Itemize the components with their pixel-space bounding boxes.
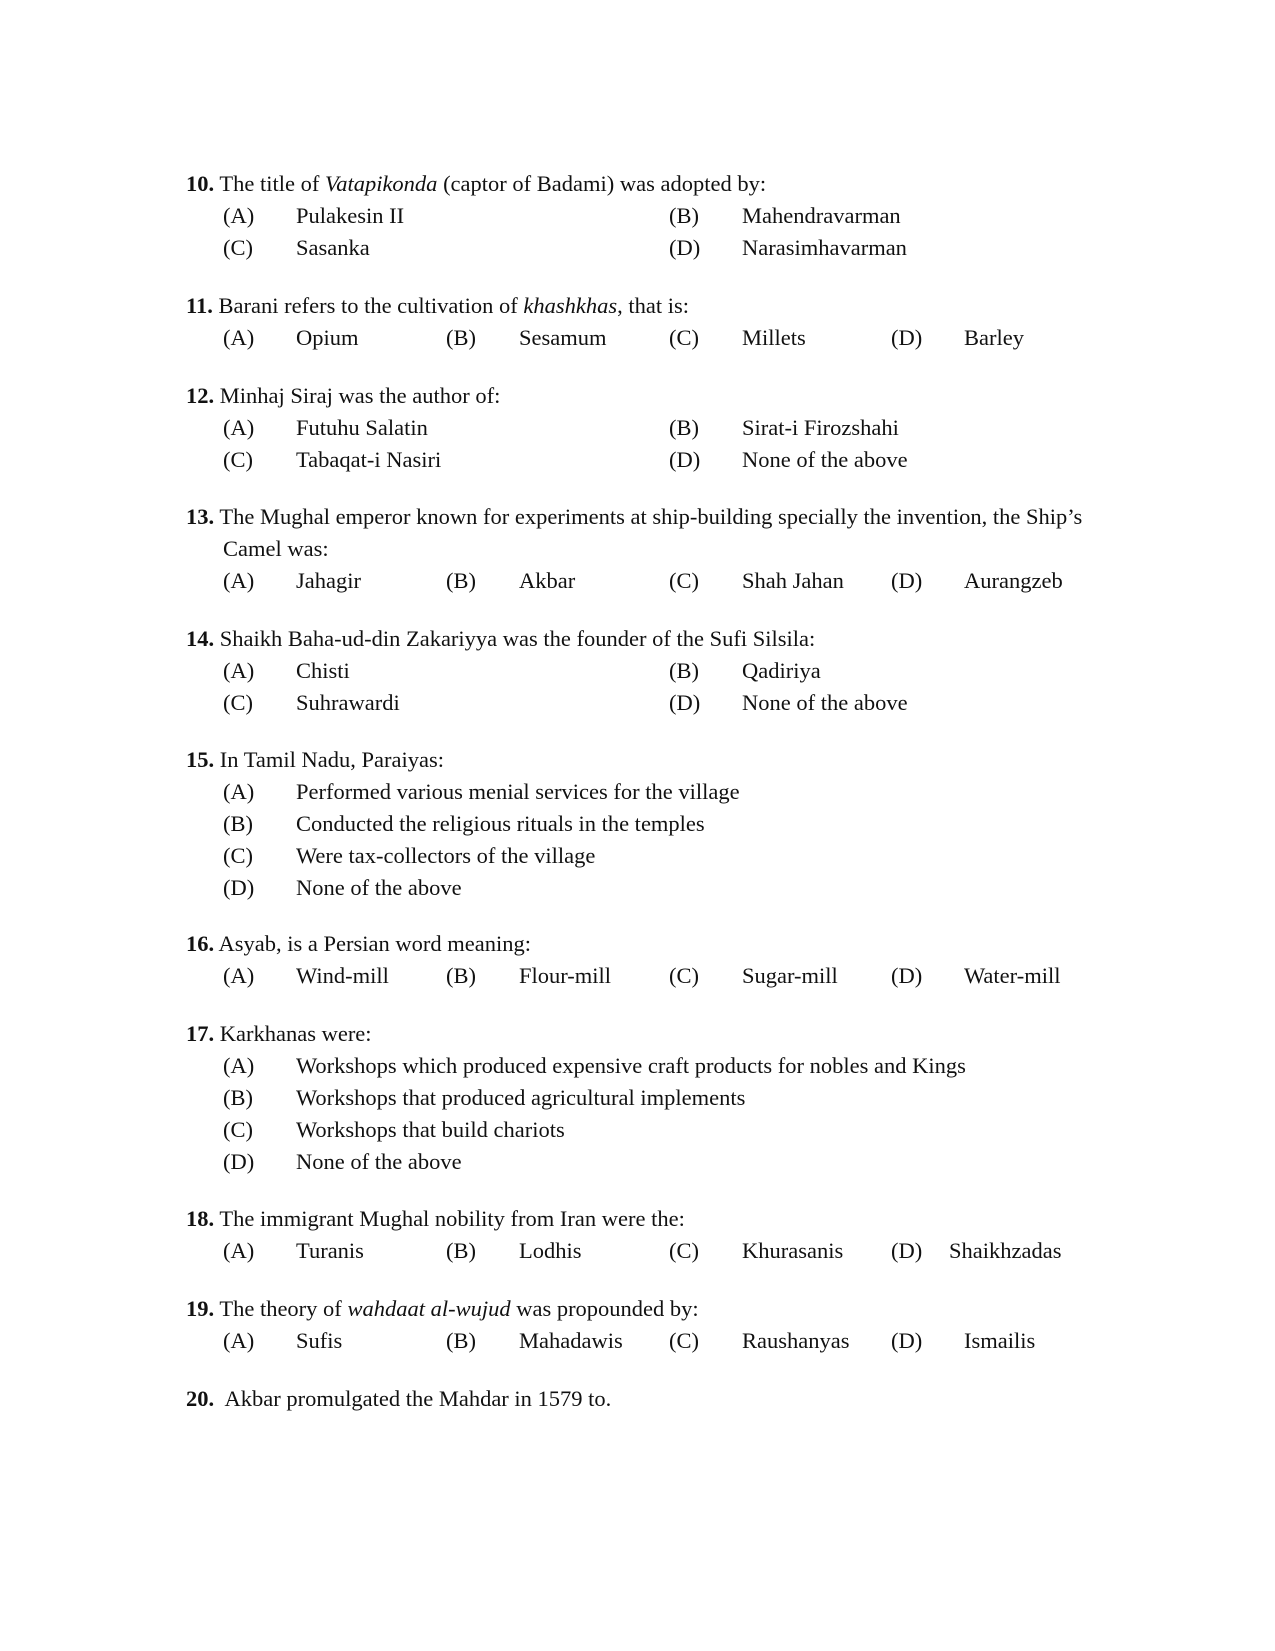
question-20 bbox=[186, 1383, 1126, 1415]
option-text: Sasanka bbox=[296, 235, 370, 260]
option-text: Shah Jahan bbox=[742, 568, 844, 593]
option-label: (D) bbox=[669, 690, 701, 715]
question-number: 19. bbox=[186, 1296, 215, 1321]
option-text: Water-mill bbox=[964, 963, 1061, 988]
option-text: Turanis bbox=[296, 1238, 364, 1263]
option-label: (A) bbox=[223, 1328, 255, 1353]
option-label: (C) bbox=[223, 843, 253, 868]
question-number: 10. bbox=[186, 171, 215, 196]
question-text: 16. Asyab, is a Persian word meaning: bbox=[186, 931, 531, 956]
option-label: (D) bbox=[891, 1238, 923, 1263]
question-text: 19. The theory of wahdaat al-wujud was propounded by: bbox=[186, 1296, 699, 1321]
option-text: Narasimhavarman bbox=[742, 235, 907, 260]
option-text: Workshops that build chariots bbox=[296, 1117, 565, 1142]
option-text: Khurasanis bbox=[742, 1238, 844, 1263]
option-label: (A) bbox=[223, 1053, 255, 1078]
option-label: (D) bbox=[669, 235, 701, 260]
question-number: 16. bbox=[186, 931, 215, 956]
option-text: Sirat-i Firozshahi bbox=[742, 415, 899, 440]
option-label: (A) bbox=[223, 568, 255, 593]
question-15 bbox=[186, 744, 1126, 904]
option-text: Sugar-mill bbox=[742, 963, 838, 988]
option-label: (C) bbox=[669, 1238, 699, 1263]
option-text: Flour-mill bbox=[519, 963, 612, 988]
option-label: (D) bbox=[669, 447, 701, 472]
option-text: None of the above bbox=[296, 1149, 462, 1174]
option-label: (D) bbox=[891, 325, 923, 350]
options bbox=[186, 565, 1126, 597]
option-label: (B) bbox=[223, 811, 253, 836]
options bbox=[186, 1050, 1126, 1178]
options bbox=[186, 655, 1126, 719]
options bbox=[186, 776, 1126, 904]
option-text: Opium bbox=[296, 325, 359, 350]
option-text: Qadiriya bbox=[742, 658, 821, 683]
option-label: (A) bbox=[223, 1238, 255, 1263]
option-label: (D) bbox=[223, 875, 255, 900]
option-text: Workshops which produced expensive craft products for nobles and Kings bbox=[296, 1053, 966, 1078]
option-label: (C) bbox=[223, 235, 253, 260]
option-text: Akbar bbox=[519, 568, 576, 593]
question-number: 15. bbox=[186, 747, 215, 772]
question-12 bbox=[186, 380, 1126, 476]
option-text: Tabaqat-i Nasiri bbox=[296, 447, 442, 472]
question-text: 17. Karkhanas were: bbox=[186, 1021, 372, 1046]
question-19 bbox=[186, 1293, 1126, 1357]
option-label: (C) bbox=[669, 1328, 699, 1353]
question-text: 10. The title of Vatapikonda (captor of Badami) was adopted by: bbox=[186, 171, 767, 196]
option-text: Aurangzeb bbox=[964, 568, 1063, 593]
options bbox=[186, 1325, 1126, 1357]
option-label: (D) bbox=[891, 1328, 923, 1353]
option-text: Sesamum bbox=[519, 325, 607, 350]
option-label: (A) bbox=[223, 203, 255, 228]
options bbox=[186, 200, 1126, 264]
option-label: (A) bbox=[223, 963, 255, 988]
option-text: Ismailis bbox=[964, 1328, 1036, 1353]
question-13 bbox=[186, 501, 1126, 597]
option-label: (B) bbox=[446, 963, 476, 988]
option-label: (A) bbox=[223, 779, 255, 804]
question-18 bbox=[186, 1203, 1126, 1267]
option-text: Chisti bbox=[296, 658, 350, 683]
option-text: Mahendravarman bbox=[742, 203, 901, 228]
question-text: 20. Akbar promulgated the Mahdar in 1579 to. bbox=[186, 1386, 612, 1411]
option-label: (B) bbox=[669, 658, 699, 683]
question-number: 12. bbox=[186, 383, 215, 408]
option-label: (D) bbox=[223, 1149, 255, 1174]
option-text: None of the above bbox=[742, 690, 908, 715]
options bbox=[186, 960, 1126, 992]
option-text: Wind-mill bbox=[296, 963, 389, 988]
option-label: (C) bbox=[223, 690, 253, 715]
question-number: 18. bbox=[186, 1206, 215, 1231]
option-label: (C) bbox=[223, 447, 253, 472]
option-label: (B) bbox=[446, 1238, 476, 1263]
option-text: Sufis bbox=[296, 1328, 343, 1353]
option-text: Jahagir bbox=[296, 568, 361, 593]
options bbox=[186, 1235, 1126, 1267]
option-label: (B) bbox=[446, 568, 476, 593]
option-label: (B) bbox=[669, 203, 699, 228]
option-text: Futuhu Salatin bbox=[296, 415, 428, 440]
question-16 bbox=[186, 928, 1126, 992]
option-label: (B) bbox=[669, 415, 699, 440]
option-label: (B) bbox=[446, 325, 476, 350]
option-text: Barley bbox=[964, 325, 1024, 350]
options bbox=[186, 322, 1126, 354]
option-text: Mahadawis bbox=[519, 1328, 623, 1353]
option-text: Workshops that produced agricultural implements bbox=[296, 1085, 746, 1110]
question-text: 14. Shaikh Baha-ud-din Zakariyya was the founder of the Sufi Silsila: bbox=[186, 626, 816, 651]
option-label: (C) bbox=[669, 963, 699, 988]
option-label: (B) bbox=[223, 1085, 253, 1110]
option-label: (B) bbox=[446, 1328, 476, 1353]
question-14 bbox=[186, 623, 1126, 719]
option-text: Performed various menial services for the village bbox=[296, 779, 740, 804]
question-number: 14. bbox=[186, 626, 215, 651]
option-text: Suhrawardi bbox=[296, 690, 400, 715]
option-text: Millets bbox=[742, 325, 806, 350]
question-number: 11. bbox=[186, 293, 213, 318]
option-label: (D) bbox=[891, 568, 923, 593]
option-text: Raushanyas bbox=[742, 1328, 850, 1353]
option-label: (A) bbox=[223, 325, 255, 350]
option-text: Lodhis bbox=[519, 1238, 582, 1263]
options bbox=[186, 412, 1126, 476]
question-text: 13. The Mughal emperor known for experiments at ship-building specially the invention, the Ship’s Camel was: bbox=[186, 504, 1083, 561]
option-label: (A) bbox=[223, 658, 255, 683]
option-text: Shaikhzadas bbox=[949, 1238, 1062, 1263]
question-text: 15. In Tamil Nadu, Paraiyas: bbox=[186, 747, 444, 772]
question-11 bbox=[186, 290, 1126, 354]
option-label: (A) bbox=[223, 415, 255, 440]
option-text: None of the above bbox=[742, 447, 908, 472]
option-text: None of the above bbox=[296, 875, 462, 900]
question-number: 13. bbox=[186, 504, 215, 529]
question-text: 11. Barani refers to the cultivation of khashkhas, that is: bbox=[186, 293, 690, 318]
option-label: (D) bbox=[891, 963, 923, 988]
option-label: (C) bbox=[223, 1117, 253, 1142]
option-text: Were tax-collectors of the village bbox=[296, 843, 596, 868]
option-text: Conducted the religious rituals in the temples bbox=[296, 811, 705, 836]
option-label: (C) bbox=[669, 325, 699, 350]
question-text: 12. Minhaj Siraj was the author of: bbox=[186, 383, 501, 408]
question-17 bbox=[186, 1018, 1126, 1178]
question-number: 17. bbox=[186, 1021, 215, 1046]
option-label: (C) bbox=[669, 568, 699, 593]
question-text: 18. The immigrant Mughal nobility from Iran were the: bbox=[186, 1206, 685, 1231]
question-number: 20. bbox=[186, 1386, 215, 1411]
option-text: Pulakesin II bbox=[296, 203, 405, 228]
question-10 bbox=[186, 168, 1126, 264]
